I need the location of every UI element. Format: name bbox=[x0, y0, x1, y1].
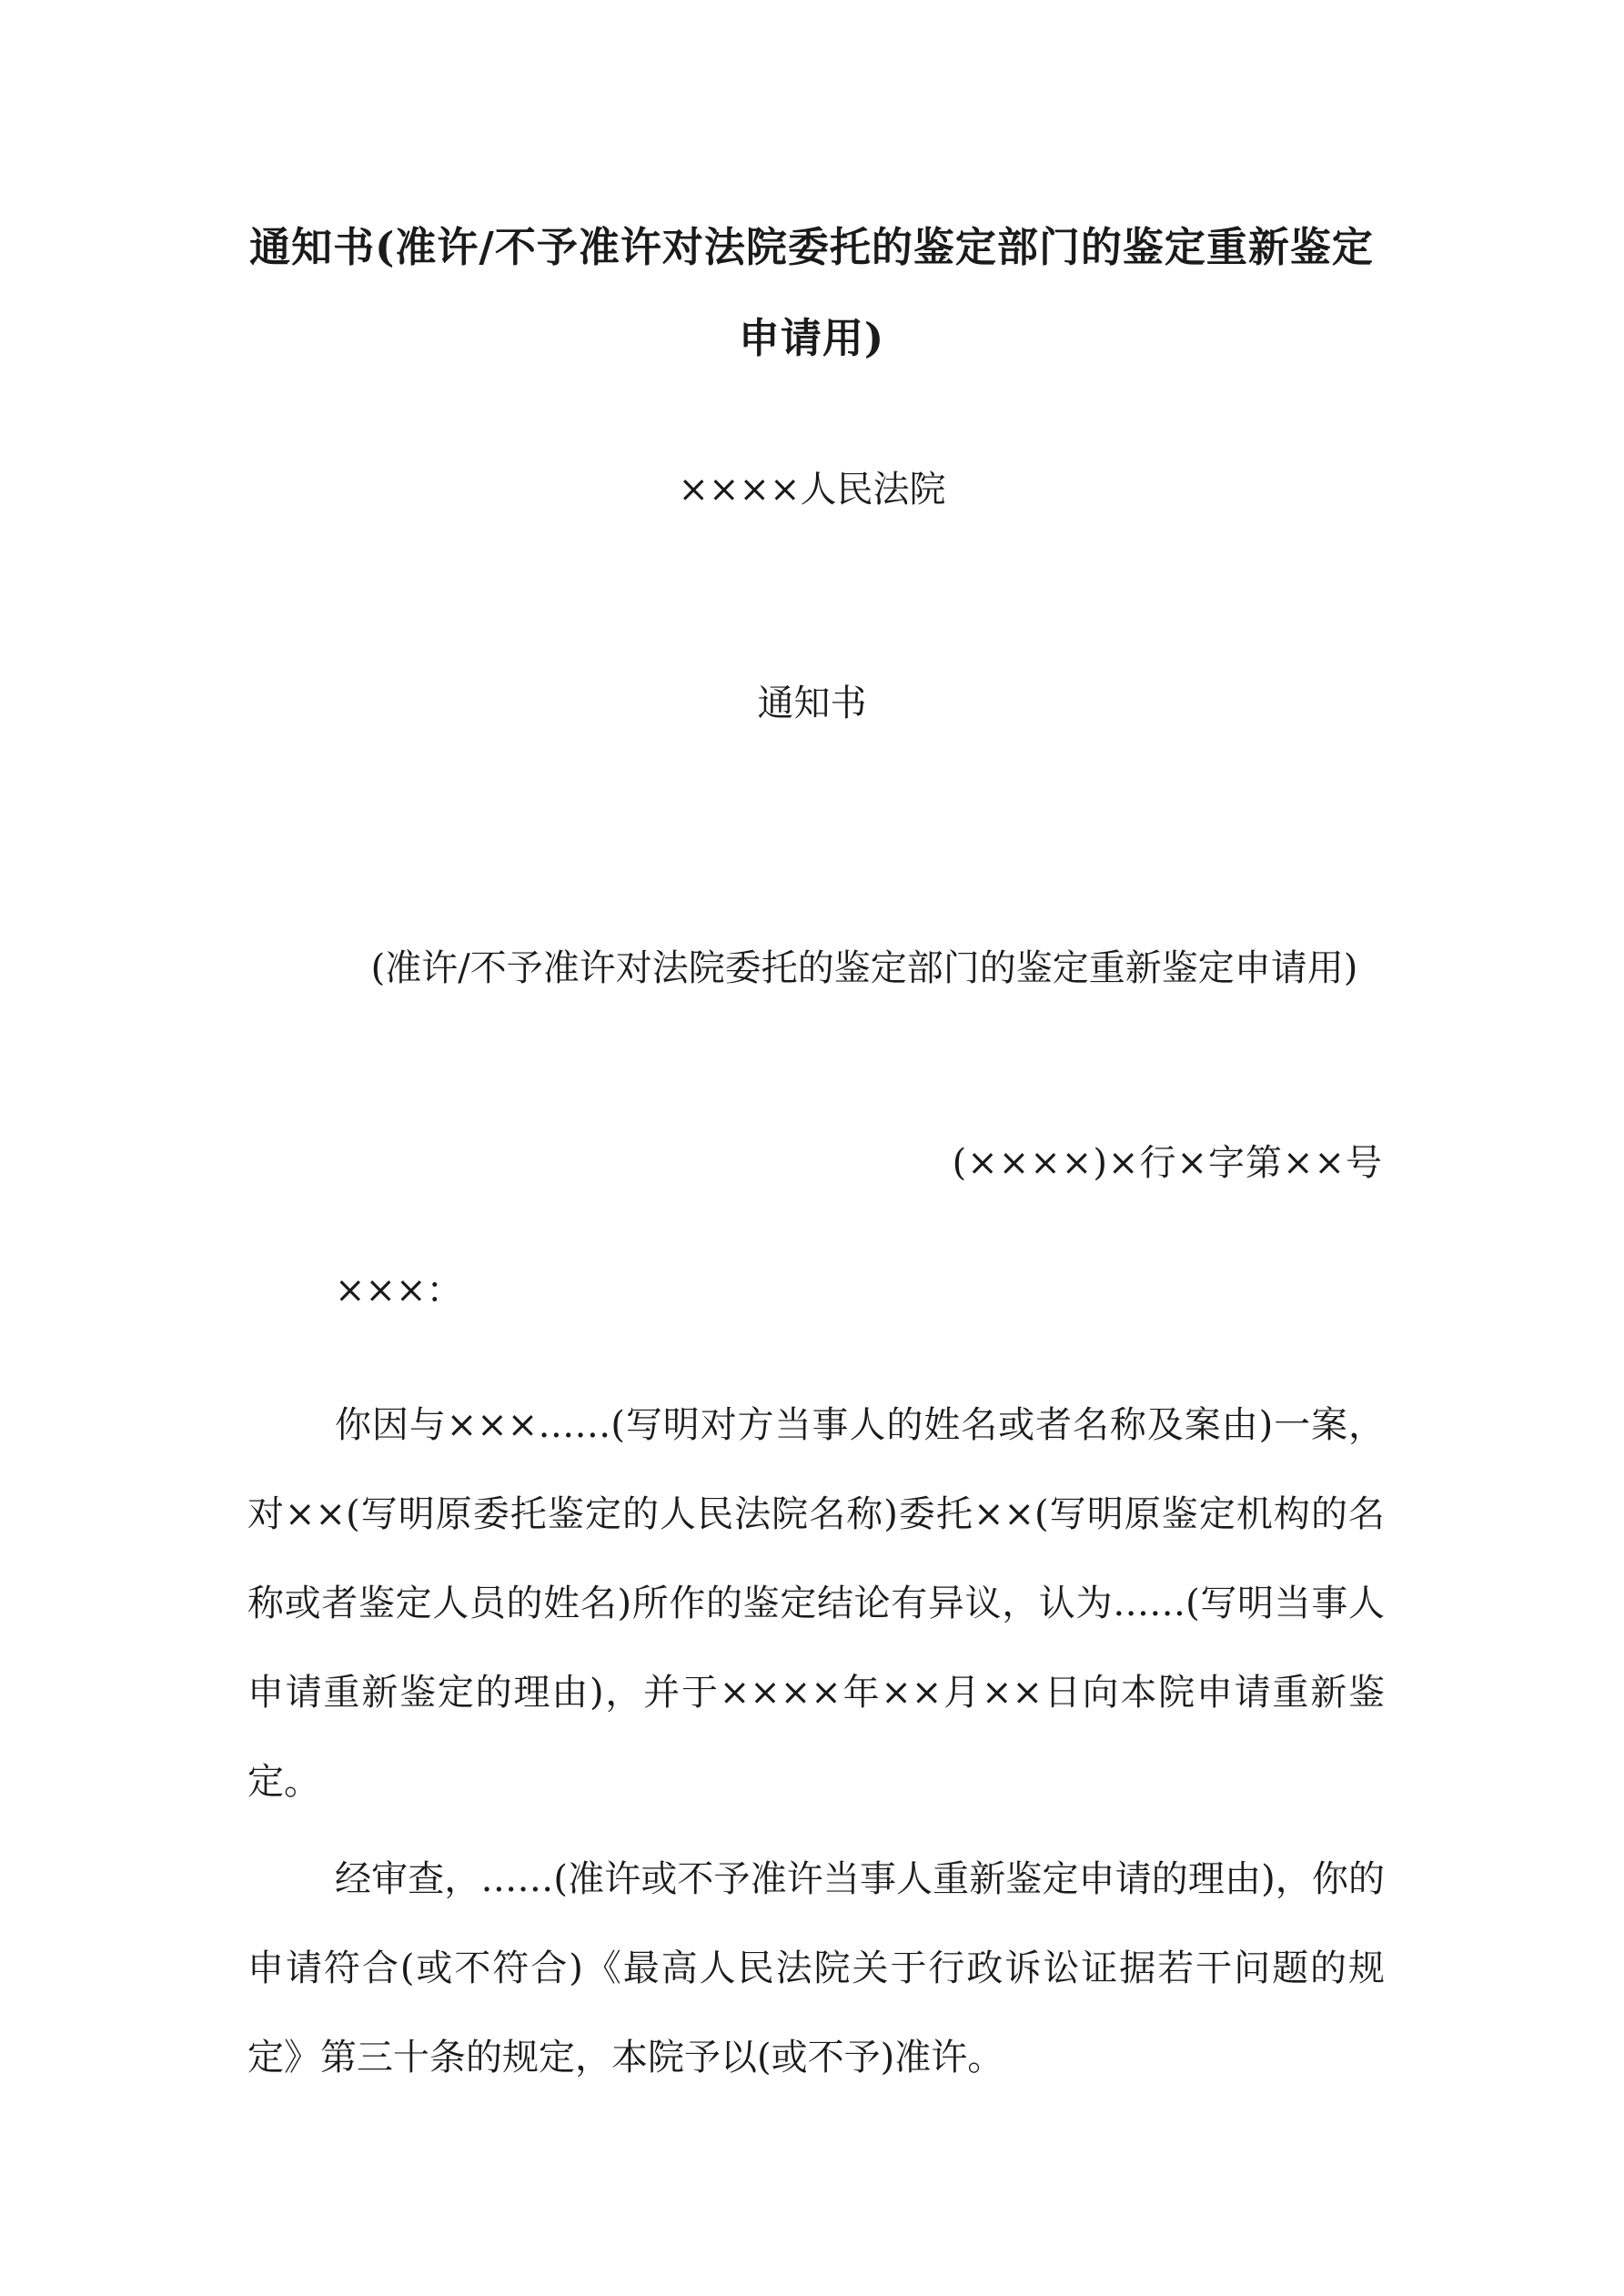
document-subtitle: (准许/不予准许对法院委托的鉴定部门的鉴定重新鉴定申请用) bbox=[370, 947, 1358, 989]
addressee: ×××： bbox=[335, 1269, 463, 1311]
court-name: ××××人民法院 bbox=[678, 469, 946, 511]
body-paragraph-decision: 经审查，……(准许或不予准许当事人重新鉴定申请的理由)，你的申请符合(或不符合)《最高人民法院关于行政诉讼证据若干问题的规定》第三十条的规定，本院予以(或不予)准许。 bbox=[247, 1858, 1385, 2079]
notice-heading: 通知书 bbox=[757, 683, 867, 724]
document-title: 通知书(准许/不予准许对法院委托的鉴定部门的鉴定重新鉴定申请用) bbox=[249, 223, 1374, 362]
body-paragraph-facts: 你因与×××……(写明对方当事人的姓名或者名称及案由)一案，对××(写明原委托鉴定的人民法院名称)委托××(写明原鉴定机构的名称或者鉴定人员的姓名)所作的鉴定结论有异议，认为……(写明当事人申请重新鉴定的理由)，并于××××年××月××日向本院申请重新鉴定。 bbox=[247, 1404, 1385, 1803]
case-number: (××××)×行×字第××号 bbox=[952, 1142, 1383, 1184]
